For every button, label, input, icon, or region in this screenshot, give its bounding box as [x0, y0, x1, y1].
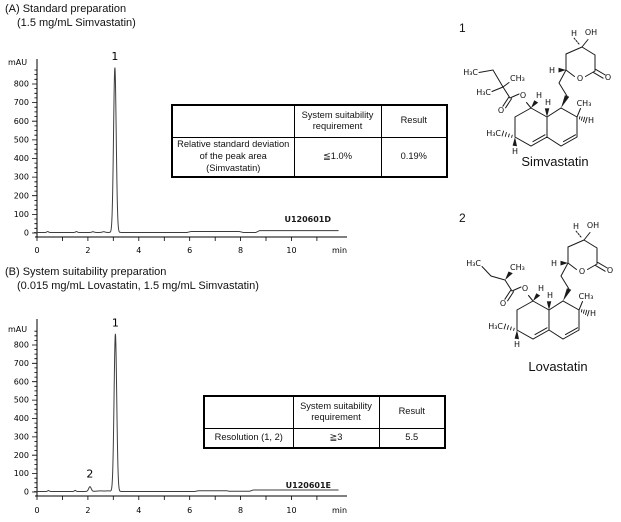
x-tick-label: 0 — [34, 246, 40, 255]
x-tick-label: 10 — [286, 506, 297, 515]
wedge-ch3-sidechain — [505, 272, 513, 281]
y-tick-label: 200 — [13, 191, 29, 201]
atom-label-h: H — [537, 284, 545, 293]
y-tick-label: 100 — [13, 469, 29, 479]
wedge-h-c1 — [533, 293, 540, 301]
chromatogram-run-id: U120601E — [285, 481, 331, 490]
panel-b-title: (B) System suitability preparation — [5, 266, 167, 278]
x-tick-label: 0 — [34, 506, 40, 515]
y-tick-label: 600 — [13, 377, 29, 387]
x-axis-unit-label: min — [332, 506, 348, 515]
atom-label-h: H — [588, 116, 595, 125]
atom-label-o: O — [499, 299, 507, 308]
table-b-header-blank — [204, 396, 293, 428]
atom-label-h: H — [513, 340, 521, 349]
y-axis-unit-label: mAU — [8, 58, 28, 67]
atom-label-o: O — [497, 106, 505, 115]
peak-number-label: 2 — [86, 467, 94, 481]
table-a-result-cell: 0.19% — [381, 137, 447, 177]
structure-2-number: 2 — [459, 211, 466, 225]
atom-label-h: H — [548, 66, 556, 75]
y-tick-label: 300 — [13, 432, 29, 442]
suitability-table-b — [203, 395, 446, 449]
atom-label-h: H — [550, 259, 558, 268]
hashed-wedge-h — [581, 310, 589, 316]
table-b-header-requirement: System suitability requirement — [293, 396, 379, 428]
y-tick-label: 500 — [13, 135, 29, 145]
x-tick-label: 4 — [136, 246, 142, 255]
x-axis-unit-label: min — [332, 246, 348, 255]
wedge-h-bottom — [515, 330, 519, 339]
x-tick-label: 2 — [85, 506, 91, 515]
atom-label-ch3: CH₃ — [510, 263, 525, 272]
atom-label-h: H — [590, 309, 597, 318]
wedge-h-c1 — [531, 100, 538, 108]
panel-b-subtitle: (0.015 mg/mL Lovastatin, 1.5 mg/mL Simvastatin) — [17, 280, 259, 292]
hashed-wedge-h3c — [502, 131, 512, 137]
lovastatin-structure — [457, 215, 621, 355]
y-tick-label: 400 — [13, 154, 29, 164]
y-tick-label: 200 — [13, 450, 29, 460]
simvastatin-caption: Simvastatin — [521, 154, 589, 169]
dashed-bond-h — [574, 38, 579, 44]
x-tick-label: 10 — [286, 246, 297, 255]
hashed-wedge-h — [579, 117, 587, 123]
hashed-wedge-h3c — [504, 324, 514, 330]
table-a-parameter-cell: Relative standard deviation of the peak area (Simvastatin) — [172, 137, 294, 177]
table-a-header-requirement: System suitability requirement — [294, 105, 381, 137]
structure-1-number: 1 — [459, 21, 466, 35]
peak-number-label: 1 — [111, 50, 119, 64]
wedge-chain — [561, 95, 569, 108]
atom-label-h: H — [544, 98, 552, 107]
y-tick-label: 800 — [13, 340, 29, 350]
atom-label-h3c: H₃C — [476, 88, 491, 97]
atom-label-oh: OH — [584, 28, 598, 37]
atom-label-h3c: H₃C — [486, 129, 501, 138]
atom-label-o: O — [578, 267, 586, 276]
atom-label-h: H — [511, 147, 519, 156]
suitability-table-a — [171, 104, 448, 178]
y-tick-label: 400 — [13, 414, 29, 424]
table-header-row — [172, 105, 447, 137]
x-tick-label: 6 — [187, 246, 193, 255]
simvastatin-structure — [455, 22, 620, 162]
lovastatin-caption: Lovastatin — [528, 359, 588, 374]
atom-label-ch3: CH₃ — [510, 74, 525, 83]
x-tick-label: 2 — [85, 246, 91, 255]
x-tick-label: 6 — [187, 506, 193, 515]
table-header-row — [204, 396, 445, 428]
x-tick-label: 8 — [238, 246, 244, 255]
table-b-header-result: Result — [379, 396, 445, 428]
atom-label-h3c: H₃C — [488, 322, 503, 331]
table-a-requirement-cell: ≦1.0% — [294, 137, 381, 177]
y-tick-label: 500 — [13, 395, 29, 405]
y-tick-label: 800 — [13, 79, 29, 89]
panel-a-subtitle: (1.5 mg/mL Simvastatin) — [17, 17, 136, 29]
y-tick-label: 0 — [23, 487, 29, 497]
wedge-h-bottom — [513, 137, 517, 146]
y-tick-label: 600 — [13, 116, 29, 126]
atom-label-oh: OH — [586, 221, 600, 230]
peak-number-label: 1 — [111, 316, 119, 330]
atom-label-h: H — [535, 91, 543, 100]
atom-label-h3c: H₃C — [466, 259, 481, 268]
y-tick-label: 700 — [13, 98, 29, 108]
atom-label-h: H — [546, 291, 554, 300]
table-a-header-blank — [172, 105, 294, 137]
atom-label-o: O — [606, 266, 614, 275]
y-tick-label: 300 — [13, 172, 29, 182]
atom-label-ch3: CH₃ — [578, 292, 594, 301]
table-row — [172, 137, 447, 177]
y-tick-label: 100 — [13, 210, 29, 219]
atom-label-h: H — [570, 29, 578, 38]
x-tick-label: 4 — [136, 506, 142, 515]
wedge-chain — [563, 288, 571, 301]
table-b-parameter-cell: Resolution (1, 2) — [204, 428, 293, 448]
table-row — [204, 428, 445, 448]
y-tick-label: 0 — [23, 228, 29, 238]
x-tick-label: 8 — [238, 506, 244, 515]
atom-label-o: O — [521, 284, 529, 293]
atom-label-h: H — [572, 222, 580, 231]
table-b-result-cell: 5.5 — [379, 428, 445, 448]
atom-label-o: O — [576, 74, 584, 83]
y-axis-unit-label: mAU — [8, 325, 28, 334]
table-a-header-result: Result — [381, 105, 447, 137]
atom-label-o: O — [604, 73, 612, 82]
dashed-bond-h — [576, 231, 581, 237]
panel-a-title: (A) Standard preparation — [5, 3, 127, 15]
y-tick-label: 700 — [13, 358, 29, 368]
atom-label-ch3: CH₃ — [576, 99, 592, 108]
atom-label-h3c: H₃C — [463, 68, 478, 77]
table-b-requirement-cell: ≧3 — [293, 428, 379, 448]
chromatogram-run-id: U120601D — [284, 215, 331, 224]
atom-label-o: O — [519, 91, 527, 100]
